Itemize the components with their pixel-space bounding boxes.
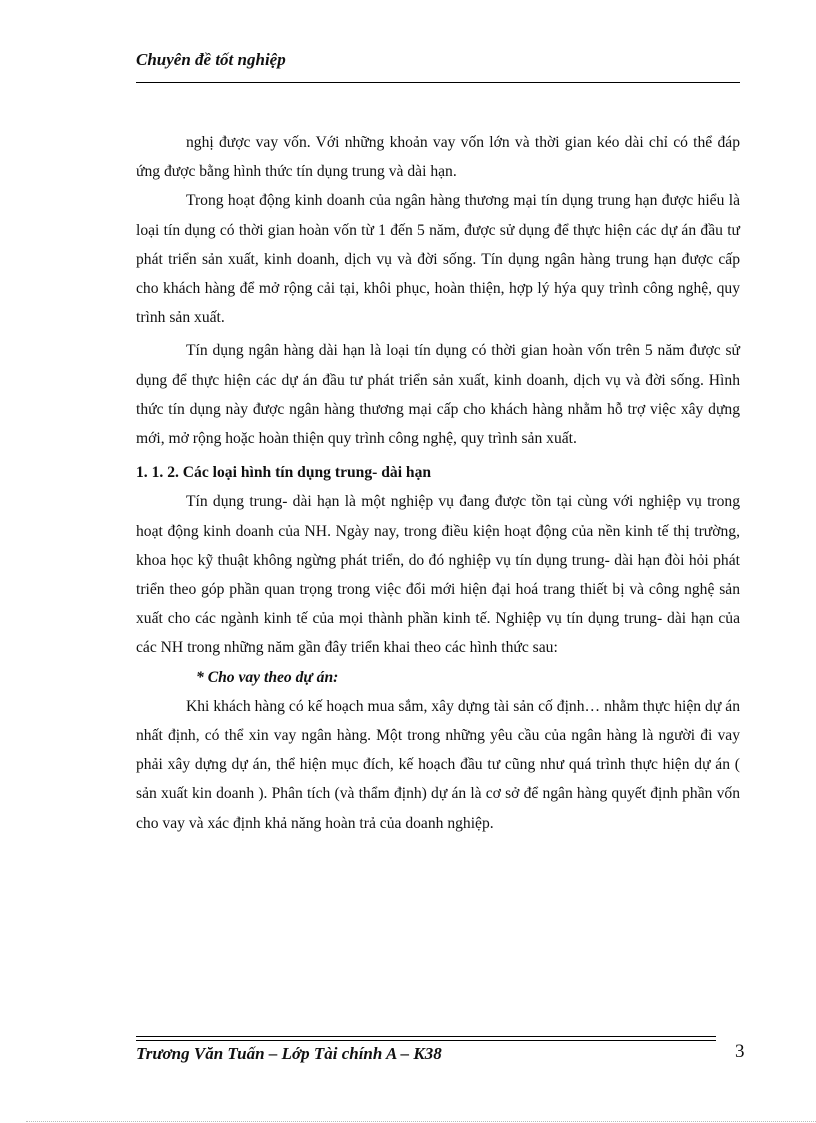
header-rule: [136, 82, 740, 83]
paragraph-5: Khi khách hàng có kế hoạch mua sắm, xây dựng tài sản cố định… nhằm thực hiện dự án nhất định, có thể xin vay ngân hàng. Một trong những yêu cầu của ngân hàng là người đi vay phải xây dựng dự án, thể hiện mục đích, kế hoạch đầu tư cũng như quá trình thực hiện dự án ( sản xuất kin doanh ). Phân tích (và thẩm định) dự án là cơ sở để ngân hàng quyết định phần vốn cho vay và xác định khả năng hoàn trả của doanh nghiệp.: [136, 697, 740, 832]
paragraph-3: Tín dụng ngân hàng dài hạn là loại tín dụng có thời gian hoàn vốn trên 5 năm được sử dụng để thực hiện các dự án đầu tư phát triển sản xuất, kinh doanh, dịch vụ và đời sống. Hình thức tín dụng này được ngân hàng thương mại cấp cho khách hàng nhằm hỗ trợ việc xây dựng mới, mở rộng hoặc hoàn thiện quy trình công nghệ, quy trình sản xuất.: [136, 342, 740, 448]
footer-rule-bottom: [136, 1040, 716, 1041]
paragraph-2: Trong hoạt động kinh doanh của ngân hàng thương mại tín dụng trung hạn được hiểu là loại tín dụng có thời gian hoàn vốn từ 1 đến 5 năm, được sử dụng để thực hiện các dự án đầu tư phát triển sản xuất, kinh doanh, dịch vụ và đời sống. Tín dụng ngân hàng trung hạn được cấp cho khách hàng để mở rộng cải tại, khôi phục, hoàn thiện, hợp lý hýa quy trình công nghệ, quy trình sản xuất.: [136, 192, 740, 327]
subsection-heading: * Cho vay theo dự án:: [196, 668, 339, 686]
page-number: 3: [735, 1041, 745, 1062]
header-title: Chuyên đề tốt nghiệp: [136, 50, 286, 69]
footer-author: Trương Văn Tuấn – Lớp Tài chính A – K38: [136, 1044, 442, 1063]
section-heading: 1. 1. 2. Các loại hình tín dụng trung- dài hạn: [136, 464, 432, 482]
paragraph-4: Tín dụng trung- dài hạn là một nghiệp vụ đang được tồn tại cùng với nghiệp vụ trong hoạt động kinh doanh của NH. Ngày nay, trong điều kiện hoạt động của nền kinh tế thị trường, khoa học kỹ thuật không ngừng phát triển, do đó nghiệp vụ tín dụng trung- dài hạn đòi hỏi phát triển theo góp phần quan trọng trong việc đổi mới hiện đại hoá trang thiết bị và công nghệ sản xuất cho các ngành kinh tế của mọi thành phần kinh tế. Nghiệp vụ tín dụng trung- dài hạn của các NH trong những năm gần đây triển khai theo các hình thức sau:: [136, 493, 740, 657]
page-bottom-divider: [26, 1121, 816, 1122]
paragraph-1: nghị được vay vốn. Với những khoản vay vốn lớn và thời gian kéo dài chỉ có thể đáp ứng được bằng hình thức tín dụng trung và dài hạn.: [136, 134, 740, 181]
footer-rule-top: [136, 1036, 716, 1037]
body-text: [136, 128, 740, 838]
